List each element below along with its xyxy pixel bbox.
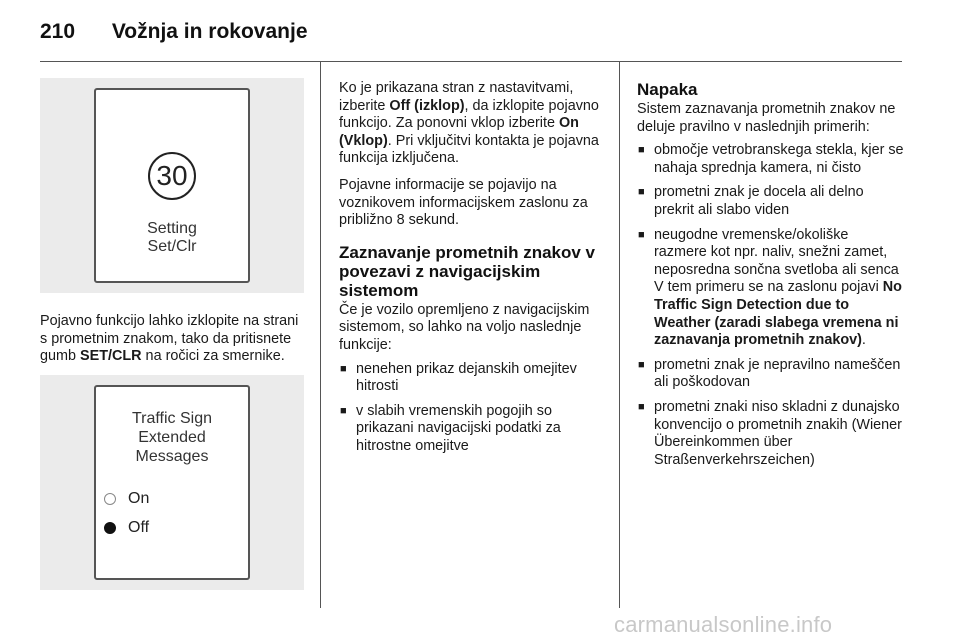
radio-unselected-icon (104, 493, 116, 505)
paragraph-popup-duration: Pojavne informacije se pojavijo na voznikovem informacijskem zaslonu za približno 8 sekund. (339, 176, 588, 229)
paragraph-popup-off (40, 313, 304, 366)
paragraph-settings (339, 80, 607, 168)
header-rule (40, 61, 902, 62)
option-on (104, 490, 149, 508)
option-on-label: On (128, 489, 150, 507)
list-item: ■ v slabih vremenskih pogojih so prikazani navigacijski podatki za hitrostne omejitve (339, 403, 607, 456)
list-item: ■ prometni znaki niso skladni z dunajsko konvencijo o prometnih znakih (Wiener Übereinkommen über Straßenverkehrszeichen) (637, 399, 905, 469)
section-heading-navigation: Zaznavanje prometnih znakov v povezavi z navigacijskim sistemom (339, 242, 596, 300)
navigation-feature-list (339, 361, 607, 456)
setting-line-1: Setting (147, 220, 197, 237)
display-screen (94, 88, 250, 283)
figure-traffic-sign-menu (40, 375, 304, 590)
column-2 (339, 80, 607, 463)
page-title: Vožnja in rokovanje (111, 20, 308, 43)
text: . Pri vključitvi kontakta je pojavna funkcija izključena. (339, 132, 599, 167)
list-item (637, 227, 905, 350)
menu-title-line-3: Messages (135, 447, 209, 465)
section-heading-fault: Napaka (637, 80, 698, 99)
column-3 (637, 80, 905, 476)
menu-title-line-1: Traffic Sign (131, 409, 213, 427)
paragraph-navigation-intro: Če je vozilo opremljeno z navigacijskim sistemom, so lahko na voljo naslednje funkcije: (339, 301, 590, 353)
figure-setting-display (40, 78, 304, 293)
page-number: 210 (40, 20, 76, 43)
text: Pojavno funkcijo lahko izklopite na strani s prometnim znakom, tako da pritisnete gumb (40, 313, 299, 365)
option-off (104, 519, 149, 537)
list-item: ■ prometni znak je docela ali delno prekrit ali slabo viden (637, 184, 905, 219)
menu-title-line-2: Extended (138, 428, 206, 446)
list-item: ■ območje vetrobranskega stekla, kjer se nahaja sprednja kamera, ni čisto (637, 142, 905, 177)
bold-text: SET/CLR (80, 348, 142, 365)
bold-text: No Traffic Sign Detection due to Weather (zaradi slabega vremena ni zaznavanja prometnih znakov) (654, 279, 902, 349)
column-divider-1 (320, 62, 321, 608)
fault-cause-list (637, 142, 905, 469)
option-off-label: Off (128, 518, 150, 536)
list-item: ■ nenehen prikaz dejanskih omejitev hitrosti (339, 361, 607, 396)
page-header (40, 20, 308, 44)
setting-line-2: Set/Clr (147, 238, 197, 255)
list-item: ■ prometni znak je nepravilno nameščen ali poškodovan (637, 357, 905, 392)
column-1 (40, 78, 304, 590)
text: . (861, 332, 866, 349)
text: Ko je prikazana stran z nastavitvami, izberite (339, 80, 574, 114)
text: neugodne vremenske/okoliške razmere kot npr. naliv, snežni zamet, neposredna sončna svetloba ali senca V tem primeru se na zaslonu pojavi (654, 226, 899, 296)
speed-limit-sign-icon: 30 (148, 152, 196, 200)
text: , da izklopite pojavno funkcijo. Za ponovni vklop izberite (339, 97, 599, 132)
text: na ročici za smernike. (141, 348, 285, 365)
display-screen (94, 385, 250, 580)
bold-text: On (Vklop) (339, 115, 579, 149)
watermark: carmanualsonline.info (614, 612, 833, 637)
radio-selected-icon (104, 522, 116, 534)
bold-text: Off (izklop) (389, 97, 465, 114)
setting-label (96, 220, 248, 256)
paragraph-fault-intro: Sistem zaznavanja prometnih znakov ne deluje pravilno v naslednjih primerih: (637, 101, 896, 135)
column-divider-2 (619, 62, 620, 608)
menu-title (96, 409, 248, 466)
